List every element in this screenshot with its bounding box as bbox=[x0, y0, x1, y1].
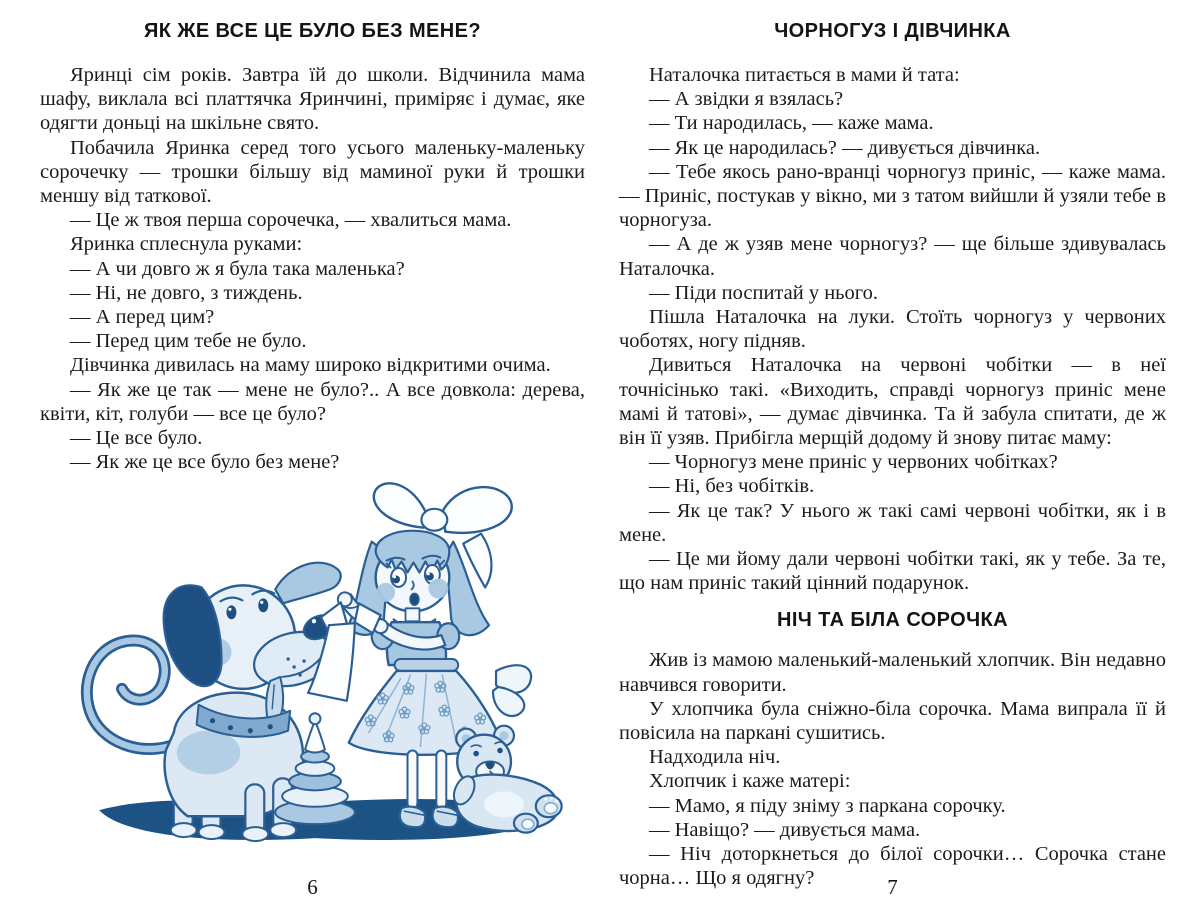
paragraph: — Піди поспитай у нього. bbox=[649, 281, 879, 304]
paragraph: — А чи довго ж я була така маленька? bbox=[70, 257, 405, 280]
story-paragraphs bbox=[619, 648, 1166, 890]
paragraph: Яринка сплеснула руками: bbox=[70, 233, 303, 256]
paragraph: — Перед цим тебе не було. bbox=[70, 330, 307, 353]
paragraph: — Тебе якось рано-вранці чорногуз приніс, — каже мама. — Приніс, постукав у вікно, ми з татом вийшли й узяли тебе в чорногуза. bbox=[619, 160, 1166, 232]
paragraph: — Як це так? У нього ж такі самі червоні чобітки, як і в мене. bbox=[619, 499, 1166, 546]
story-paragraphs bbox=[619, 63, 1166, 595]
paragraph: — Ні, не довго, з тиждень. bbox=[70, 281, 303, 304]
page-number-right: 7 bbox=[887, 875, 898, 899]
page-number-left: 6 bbox=[307, 875, 318, 899]
paragraph: — Це все було. bbox=[70, 427, 203, 450]
paragraph: — А перед цим? bbox=[70, 306, 215, 329]
page-right bbox=[600, 0, 1200, 920]
paragraph: Жив із мамою маленький-маленький хлопчик. Він недавно навчився говорити. bbox=[619, 649, 1166, 696]
paragraph: Надходила ніч. bbox=[649, 746, 781, 769]
story-title: ЯК ЖЕ ВСЕ ЦЕ БУЛО БЕЗ МЕНЕ? bbox=[144, 20, 481, 42]
paragraph: Пішла Наталочка на луки. Стоїть чорногуз у червоних чоботях, ногу підняв. bbox=[619, 306, 1166, 353]
paragraph: — Навіщо? — дивується мама. bbox=[649, 818, 921, 841]
paragraph: — Ні, без чобітків. bbox=[649, 475, 815, 498]
paragraph: Яринці сім років. Завтра їй до школи. Відчинила мама шафу, виклала всі платтячка Яринчині, приміряє і думає, яке одягти доньці на шкільне свято. bbox=[40, 64, 585, 135]
story-how-was-it-without-me bbox=[40, 20, 585, 474]
teddy-bear-illustration bbox=[449, 726, 561, 833]
story-paragraphs bbox=[40, 63, 585, 474]
paragraph: — Це ж твоя перша сорочечка, — хвалиться мама. bbox=[70, 209, 512, 232]
paragraph: — А звідки я взялась? bbox=[649, 88, 844, 111]
paragraph: — Мамо, я піду зніму з паркана сорочку. bbox=[649, 794, 1006, 817]
story-title: ЧОРНОГУЗ І ДІВЧИНКА bbox=[774, 20, 1011, 42]
paragraph: — Ти народилась, — каже мама. bbox=[649, 112, 934, 135]
story-title: НІЧ ТА БІЛА СОРОЧКА bbox=[777, 609, 1008, 632]
paragraph: — Як же це все було без мене? bbox=[70, 451, 340, 474]
paragraph: Хлопчик і каже матері: bbox=[649, 770, 851, 793]
illustration bbox=[40, 476, 585, 854]
paragraph: — А де ж узяв мене чорногуз? — ще більше здивувалась Наталочка. bbox=[619, 233, 1166, 280]
story-stork-and-girl bbox=[619, 20, 1166, 595]
story-night-and-white-shirt bbox=[619, 609, 1166, 890]
paragraph: — Як же це так — мене не було?.. А все довкола: дерева, квіти, кіт, голуби — все це було? bbox=[40, 378, 585, 425]
paragraph: Побачила Яринка серед того усього маленьку-маленьку сорочечку — трошки більшу від маминої руки й трошки меншу від таткової. bbox=[40, 136, 585, 208]
paragraph: Дівчинка дивилась на маму широко відкритими очима. bbox=[70, 354, 551, 377]
paragraph: — Ніч доторкнеться до білої сорочки… Сорочка стане чорна… Що я одягну? bbox=[619, 843, 1166, 890]
paragraph: — Як це народилась? — дивується дівчинка. bbox=[649, 136, 1041, 159]
paragraph: Дивиться Наталочка на червоні чобітки — в неї точнісінько такі. «Виходить, справді чорногуз приніс мене мамі й татові», — думає дівчинка. Та й забула спитати, де ж він її узяв. Прибігла мерщій додому й знову питає маму: bbox=[619, 354, 1166, 450]
paragraph: Наталочка питається в мами й тата: bbox=[649, 64, 960, 86]
paragraph: У хлопчика була сніжно-біла сорочка. Мама випрала її й повісила на паркані сушитись. bbox=[619, 697, 1166, 745]
paragraph: — Чорногуз мене приніс у червоних чобітках? bbox=[649, 451, 1058, 474]
paragraph: — Це ми йому дали червоні чобітки такі, як у тебе. За те, що нам приніс такий цінний подарунок. bbox=[619, 548, 1166, 595]
